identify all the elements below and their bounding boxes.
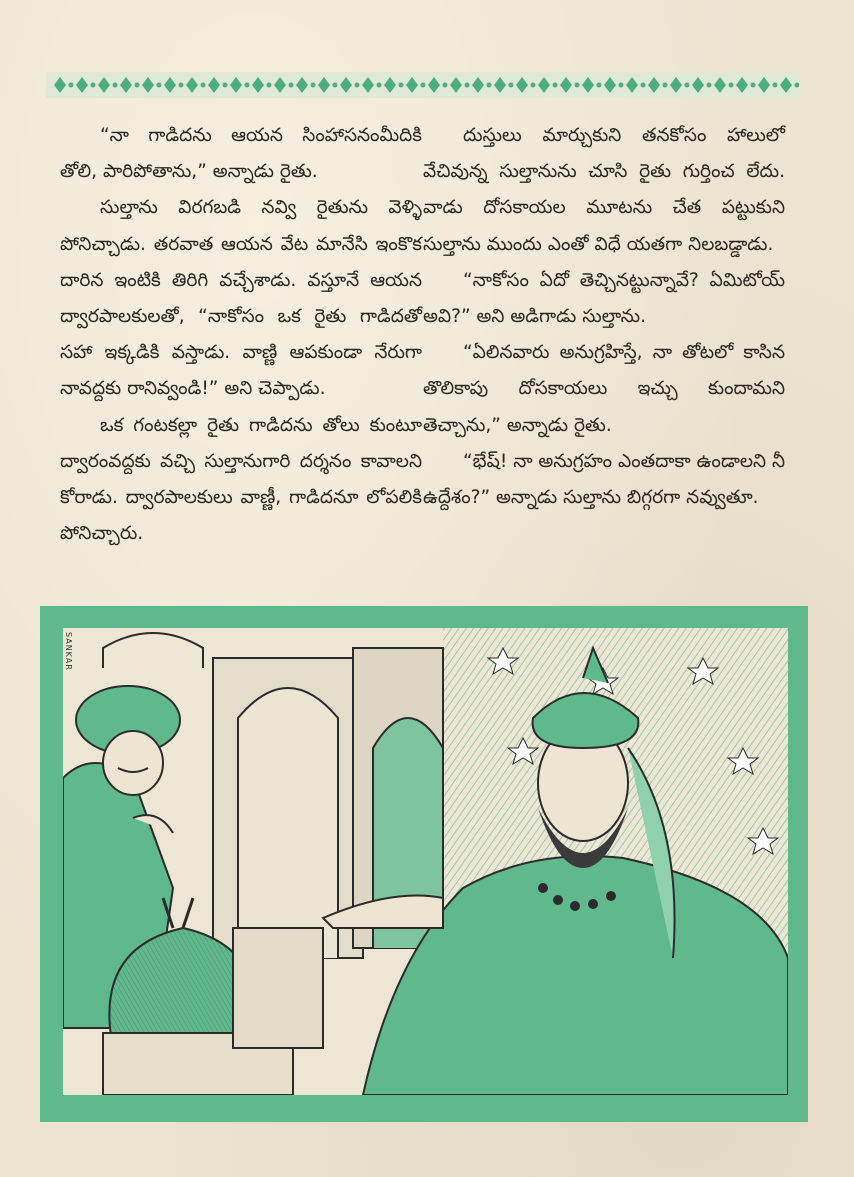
border-dot — [707, 83, 712, 88]
border-dot — [685, 83, 690, 88]
border-dot — [597, 83, 602, 88]
border-dot — [663, 83, 668, 88]
border-dot — [509, 83, 514, 88]
border-dot — [135, 83, 140, 88]
border-dot — [465, 83, 470, 88]
border-dot — [311, 83, 316, 88]
border-dot — [157, 83, 162, 88]
border-dot — [377, 83, 382, 88]
border-dot — [751, 83, 756, 88]
border-dot — [333, 83, 338, 88]
border-dot — [619, 83, 624, 88]
paragraph: “ఏలినవారు అనుగ్రహిస్తే, నా తోటలో కాసిన తొలికాపు దోసకాయలు ఇచ్చు కుందామని తెచ్చాను,” అన్నాడు రైతు. — [423, 342, 785, 436]
border-dot — [575, 83, 580, 88]
paragraph: దుస్తులు మార్చుకుని తనకోసం హాలులో వేచివున్న సుల్తానును చూసి రైతు గుర్తించ లేదు. వాడు దోసకాయల మూటను చేత పట్టుకుని సుల్తాను ముందు ఎంతో విధే యతగా నిలబడ్డాడు. — [423, 125, 785, 255]
border-dot — [69, 83, 74, 88]
border-dot — [399, 83, 404, 88]
right-text-column — [423, 118, 785, 516]
border-dot — [641, 83, 646, 88]
border-dot — [201, 83, 206, 88]
paragraph: “నా గాడిదను ఆయన సింహాసనంమీదికి తోలి, పారిపోతాను,” అన్నాడు రైతు. — [60, 125, 422, 183]
border-dot — [289, 83, 294, 88]
decorative-border — [46, 70, 799, 100]
border-dot — [223, 83, 228, 88]
border-dot — [487, 83, 492, 88]
border-dot — [267, 83, 272, 88]
border-dot — [729, 83, 734, 88]
border-dot — [443, 83, 448, 88]
border-dot — [91, 83, 96, 88]
border-dot — [179, 83, 184, 88]
paragraph: ఒక గంటకల్లా రైతు గాడిదను తోలు కుంటూ ద్వారంవద్దకు వచ్చి సుల్తానుగారి దర్శనం కావాలని కోరాడు. ద్వారపాలకులు వాణ్ణీ, గాడిదనూ లోపలికి పోనిచ్చారు. — [60, 414, 422, 545]
border-dot — [245, 83, 250, 88]
left-text-column — [60, 118, 422, 552]
artist-signature: SANKAR — [64, 632, 73, 671]
paragraph: “నాకోసం ఏదో తెచ్చినట్టున్నావే? ఏమిటోయ్ అవి?” అని అడిగాడు సుల్తాను. — [423, 269, 785, 328]
paragraph: సుల్తాను విరగబడి నవ్వి రైతును వెళ్ళి పోనిచ్చాడు. తరవాత ఆయన వేట మానేసి ఇంకొక దారిన ఇంటికి తిరిగి వచ్చేశాడు. వస్తూనే ఆయన ద్వారపాలకులతో, “నాకోసం ఒక రైతు గాడిదతో సహా ఇక్కడికి వస్తాడు. వాణ్ణి ఆపకుండా నేరుగా నావద్దకు రానివ్వండి!” అని చెప్పాడు. — [60, 197, 422, 400]
sultan-and-farmer-illustration — [63, 628, 788, 1095]
paragraph: “భేష్! నా అనుగ్రహం ఎంతదాకా ఉండాలని నీ ఉద్దేశం?” అన్నాడు సుల్తాను బిగ్గరగా నవ్వుతూ. — [423, 450, 786, 509]
border-dot — [113, 83, 118, 88]
border-dot — [421, 83, 426, 88]
border-dot — [773, 83, 778, 88]
border-dot — [553, 83, 558, 88]
border-dot — [355, 83, 360, 88]
border-dot — [531, 83, 536, 88]
illustration — [63, 628, 788, 1095]
